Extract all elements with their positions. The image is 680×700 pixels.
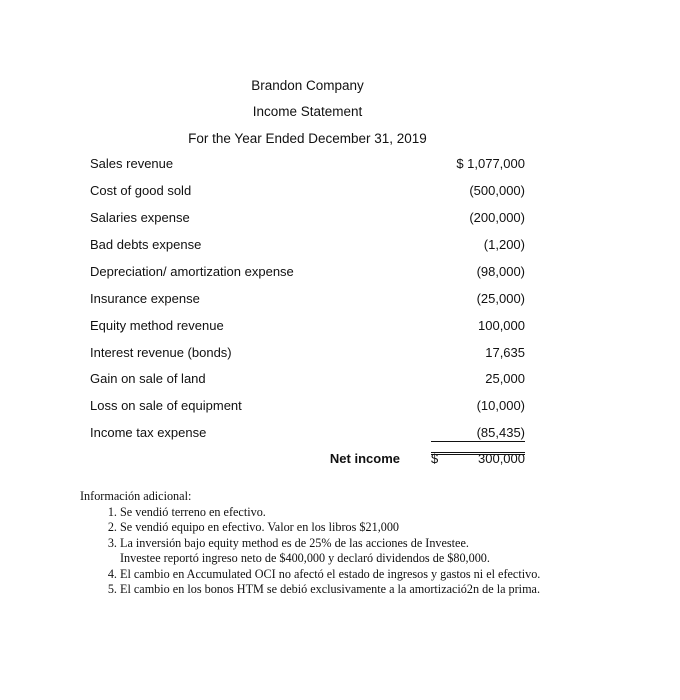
line-item — [90, 398, 525, 418]
line-item-label: Sales revenue — [90, 156, 174, 171]
additional-notes — [80, 489, 640, 598]
line-item-label: Loss on sale of equipment — [90, 398, 242, 413]
note-item: 4. El cambio en Accumulated OCI no afectó el estado de ingresos y gastos ni el efectivo. — [120, 567, 640, 583]
line-item — [90, 318, 525, 338]
line-item-amount: (200,000) — [469, 210, 525, 225]
line-item — [90, 371, 525, 391]
line-item — [90, 425, 525, 445]
line-item — [90, 264, 525, 284]
line-item-amount: 100,000 — [478, 318, 525, 333]
line-item-label: Cost of good sold — [90, 183, 192, 198]
line-item-label: Income tax expense — [90, 425, 207, 440]
notes-list — [80, 505, 640, 598]
line-item-amount: (500,000) — [469, 183, 525, 198]
statement-period: For the Year Ended December 31, 2019 — [188, 131, 427, 146]
note-item: 3. La inversión bajo equity method es de 25% de las acciones de Investee. — [120, 536, 640, 552]
net-income-label: Net income — [329, 451, 400, 466]
line-item-label: Bad debts expense — [90, 237, 202, 252]
line-item-label: Insurance expense — [90, 291, 200, 306]
statement-title: Income Statement — [252, 104, 363, 119]
net-income-total — [431, 451, 525, 466]
line-item-label: Interest revenue (bonds) — [90, 345, 232, 360]
line-item-amount: 17,635 — [485, 345, 525, 360]
note-item-continuation: Investee reportó ingreso neto de $400,000 y declaró dividendos de $80,000. — [120, 551, 490, 565]
line-item — [90, 210, 525, 230]
notes-title: Información adicional: — [80, 489, 192, 503]
line-item-amount: (98,000) — [476, 264, 525, 279]
line-item-amount: $ 1,077,000 — [456, 156, 525, 171]
line-item-label: Gain on sale of land — [90, 371, 206, 386]
line-item — [90, 345, 525, 365]
line-item — [90, 183, 525, 203]
line-item-amount: (85,435) — [431, 425, 525, 442]
line-item-amount: (1,200) — [483, 237, 525, 252]
line-item-label: Equity method revenue — [90, 318, 224, 333]
net-income-amount: 300,000 — [478, 451, 525, 466]
line-item-amount: (10,000) — [476, 398, 525, 413]
line-item-amount: (25,000) — [476, 291, 525, 306]
line-item-label: Salaries expense — [90, 210, 190, 225]
note-item: 2. Se vendió equipo en efectivo. Valor en los libros $21,000 — [120, 520, 640, 536]
company-name: Brandon Company — [251, 78, 364, 93]
line-item-amount: 25,000 — [485, 371, 525, 386]
line-item-label: Depreciation/ amortization expense — [90, 264, 294, 279]
line-item — [90, 291, 525, 311]
net-income-row — [90, 451, 525, 473]
line-item — [90, 156, 525, 176]
note-item: 5. El cambio en los bonos HTM se debió exclusivamente a la amortizació2n de la prima. — [120, 582, 640, 598]
net-income-currency: $ — [431, 451, 439, 466]
note-item: 1. Se vendió terreno en efectivo. — [120, 505, 640, 521]
line-item — [90, 237, 525, 257]
